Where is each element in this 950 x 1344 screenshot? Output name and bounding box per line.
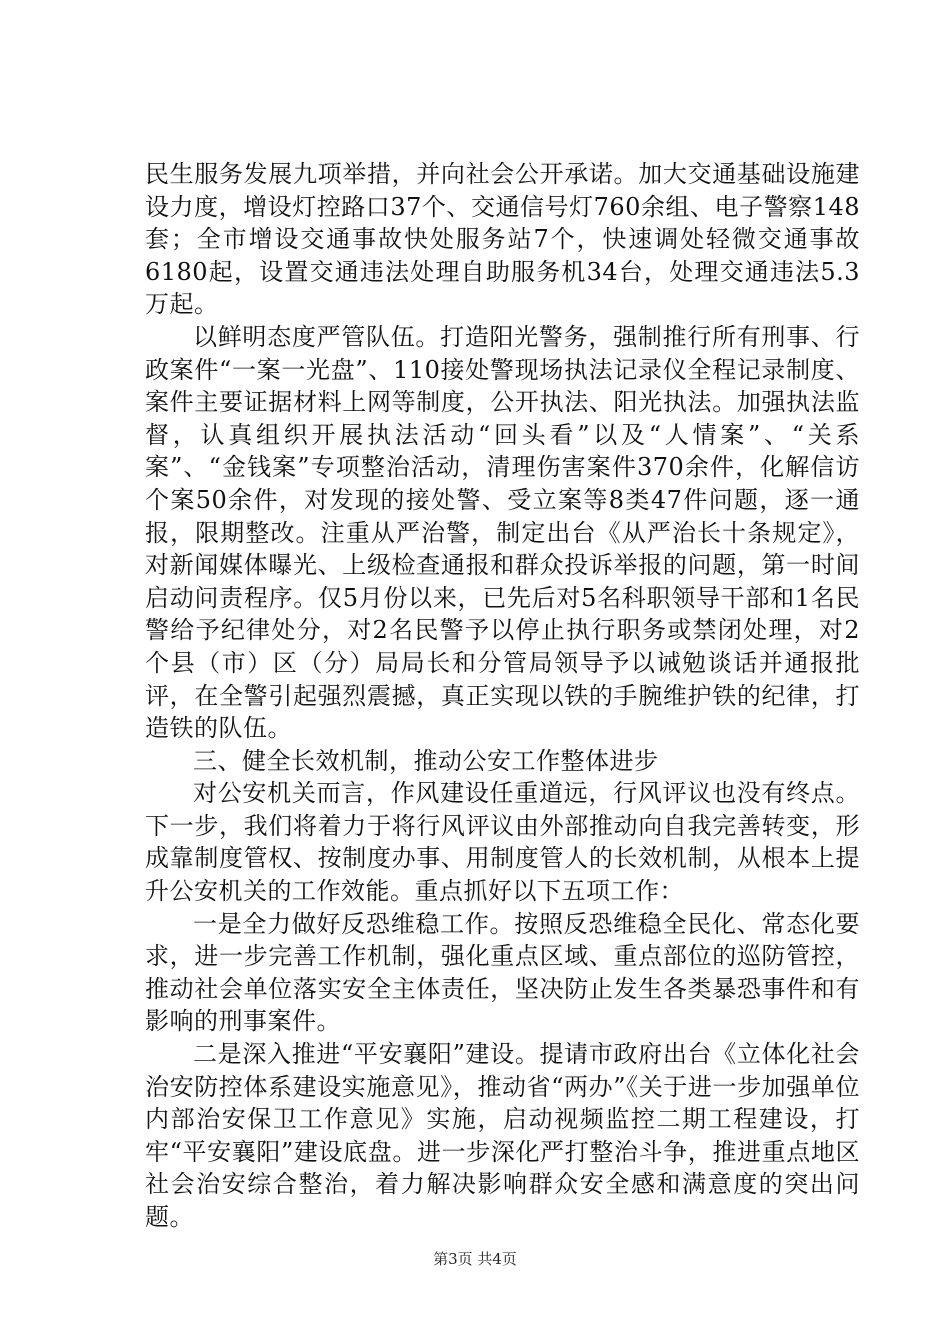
paragraph-2: 以鲜明态度严管队伍。打造阳光警务，强制推行所有刑事、行政案件“一案一光盘”、110接处警现场执法记录仪全程记录制度、案件主要证据材料上网等制度，公开执法、阳光执法。加强执法监督，认真组织开展执法活动“回头看”以及“人情案”、“关系案”、“金钱案”专项整治活动，清理伤害案件370余件，化解信访个案50余件，对发现的接处警、受立案等8类47件问题，逐一通报，限期整改。注重从严治警，制定出台《从严治长十条规定》，对新闻媒体曝光、上级检查通报和群众投诉举报的问题，第一时间启动问责程序。仅5月份以来，已先后对5名科职领导干部和1名民警给予纪律处分，对2名民警予以停止执行职务或禁闭处理，对2个县（市）区（分）局局长和分管局领导予以诫勉谈话并通报批评，在全警引起强烈震撼，真正实现以铁的手腕维护铁的纪律，打造铁的队伍。: [145, 322, 860, 743]
section-heading-3: 三、健全长效机制，推动公安工作整体进步: [193, 746, 659, 775]
paragraph-5: 一是全力做好反恐维稳工作。按照反恐维稳全民化、常态化要求，进一步完善工作机制，强化重点区域、重点部位的巡防管控，推动社会单位落实安全主体责任，坚决防止发生各类暴恐事件和有影响的刑事案件。: [145, 909, 860, 1036]
paragraph-6: 二是深入推进“平安襄阳”建设。提请市政府出台《立体化社会治安防控体系建设实施意见》，推动省“两办”《关于进一步加强单位内部治安保卫工作意见》实施，启动视频监控二期工程建设，打牢“平安襄阳”建设底盘。进一步深化严打整治斗争，推进重点地区社会治安综合整治，着力解决影响群众安全感和满意度的突出问题。: [145, 1040, 860, 1231]
paragraph-4: 对公安机关而言，作风建设任重道远，行风评议也没有终点。下一步，我们将着力于将行风评议由外部推动向自我完善转变，形成靠制度管权、按制度办事、用制度管人的长效机制，从根本上提升公安机关的工作效能。重点抓好以下五项工作：: [145, 779, 860, 906]
paragraph-1: 民生服务发展九项举措，并向社会公开承诺。加大交通基础设施建设力度，增设灯控路口37个、交通信号灯760余组、电子警察148套；全市增设交通事故快处服务站7个，快速调处轻微交通事故6180起，设置交通违法处理自助服务机34台，处理交通违法5.3万起。: [145, 160, 860, 319]
document-body: [145, 158, 860, 1234]
page-footer: 第3页 共4页: [433, 1250, 517, 1268]
